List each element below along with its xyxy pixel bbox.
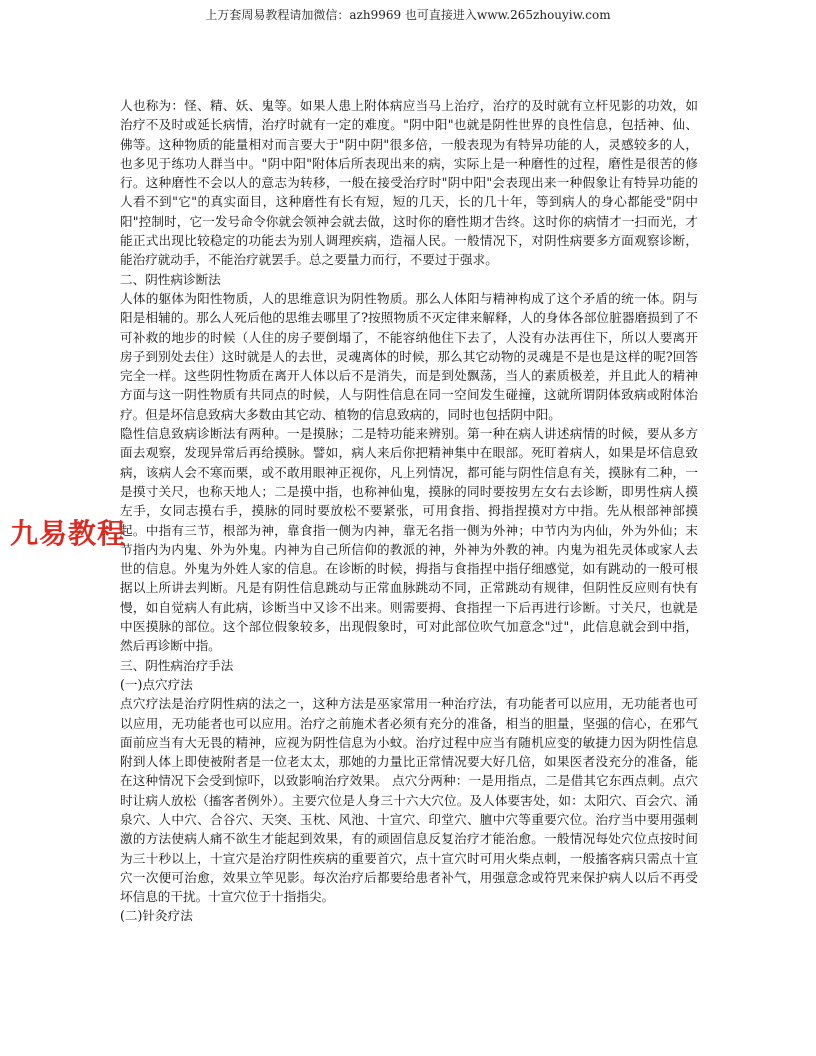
page-header: 上万套周易教程请加微信：azh9969 也可直接进入www.265zhouyiw.com [205,8,611,22]
document-body [120,96,698,926]
subsection-heading-acupuncture: (二)针灸疗法 [120,908,193,924]
paragraph-acupoint-therapy: 点穴疗法是治疗阴性病的法之一，这种方法是巫家常用一种治疗法，有功能者可以应用，无功能者也可以应用，无功能者也可以应用。治疗之前施术者必须有充分的准备，相当的胆量，坚强的信心，在邪气面前应当有大无畏的精神，应视为阴性信息为小蚊。治疗过程中应当有随机应变的敏捷力因为阴性信息附到人体上即使被附者是一位老太太，那她的力量比正常情况要大好几倍，如果医者没充分的准备，能在这种情况下会受到惊吓，以致影响治疗效果。 点穴分两种：一是用指点，二是借其它东西点刺。点穴时让病人放松（搐客者例外）。主要穴位是人身三十六大穴位。及人体要害处，如：太阳穴、百会穴、涌泉穴、人中穴、合谷穴、天突、玉枕、风池、十宣穴、印堂穴、膻中穴等重要穴位。治疗当中要用强刺激的方法使病人痛不欲生才能起到效果，有的顽固信息反复治疗才能治愈。一般情况每处穴位点按时间为三十秒以上，十宣穴是治疗阴性疾病的重要首穴，点十宣穴时可用火柴点刺，一般搐客病只需点十宣穴一次便可治愈，效果立竿见影。每次治疗后都要给患者补气，用强意念或符咒来保护病人以后不再受坏信息的干扰。十宣穴位于十指指尖。 [120,696,698,905]
paragraph-diagnosis-methods: 隐性信息致病诊断法有两种。一是摸脉；二是特功能来辨别。第一种在病人讲述病情的时候，要从多方面去观察，发现异常后再给摸脉。譬如，病人来后你把精神集中在眼部。死盯着病人，如果是坏信息致病，该病人会不寒而栗，或不敢用眼神正视你，凡上列情况，都可能与阴性信息有关，摸脉有二种，一是摸寸关尺，也称天地人；二是摸中指，也称神仙鬼，摸脉的同时要按男左女右去诊断，即男性病人摸左手，女同志摸右手，摸脉的同时要放松不要紧张，可用食指、拇指捏摸对方中指。先从根部神部摸起。中指有三节，根部为神，靠食指一侧为内神，靠无名指一侧为外神；中节内为内仙，外为外仙；末节指内为内鬼、外为外鬼。内神为自己所信仰的教派的神，外神为外教的神。内鬼为祖先灵体或家人去世的信息。外鬼为外姓人家的信息。在诊断的时候，拇指与食指捏中指仔细感觉，如有跳动的一般可根据以上所讲去判断。凡是有阴性信息跳动与正常血脉跳动不同，正常跳动有规律，但阴性反应则有快有慢，如自觉病人有此病，诊断当中又诊不出来。则需要拇、食指捏一下后再进行诊断。寸关尺，也就是中医摸脉的部位。这个部位假象较多，出现假象时，可对此部位吹气加意念"过"，此信息就会到中指，然后再诊断中指。 [120,426,698,654]
paragraph-intro: 人也称为：怪、精、妖、鬼等。如果人患上附体病应当马上治疗，治疗的及时就有立杆见影的功效，如治疗不及时或延长病情，治疗时就有一定的难度。"阴中阳"也就是阴性世界的良性信息，包括神、仙、佛等。这种物质的能量相对而言要大于"阴中阴"很多倍，一般表现为有特异功能的人，灵感较多的人，也多见于练功人群当中。"阴中阳"附体后所表现出来的病，实际上是一种磨性的过程，磨性是很苦的修行。这种磨性不会以人的意志为转移，一般在接受治疗时"阴中阳"会表现出来一种假象让有特异功能的人看不到"它"的真实面目，这种磨性有长有短，短的几天，长的几十年，等到病人的身心都能受"阴中阳"控制时，它一发号命令你就会领神会就去做，这时你的磨性期才告终。这时你的病情才一扫而光，才能正式出现比较稳定的功能去为别人调理疾病，造福人民。一般情况下，对阴性病要多方面观察诊断，能治疗就动手，不能治疗就罢手。总之要量力而行，不要过于强求。 [120,98,698,268]
section-heading-diagnosis: 二、阴性病诊断法 [120,271,221,287]
section-heading-treatment: 三、阴性病治疗手法 [120,657,234,673]
paragraph-diagnosis-theory: 人体的躯体为阳性物质，人的思维意识为阴性物质。那么人体阳与精神构成了这个矛盾的统一体。阴与阳是相辅的。那么人死后他的思维去哪里了?按照物质不灭定律来解释，人的身体各部位脏器磨损到了不可补救的地步的时候（人住的房子要倒塌了，不能容纳他住下去了，人没有办法再住下，所以人要离开房子到别处去住）这时就是人的去世，灵魂离体的时候，那么其它动物的灵魂是不是也是这样的呢?回答完全一样。这些阴性物质在离开人体以后不是消失，而是到处飘荡，当人的素质极差，并且此人的精神方面与这一阴性物质有共同点的时候，人与阴性信息在同一空间发生碰撞，这就所谓阴体致病或附体治疗。但是坏信息致病大多数由其它动、植物的信息致病的，同时也包括阴中阳。 [120,290,698,422]
watermark-logo: 九易教程 [10,517,127,550]
subsection-heading-acupoint: (一)点穴疗法 [120,676,193,692]
